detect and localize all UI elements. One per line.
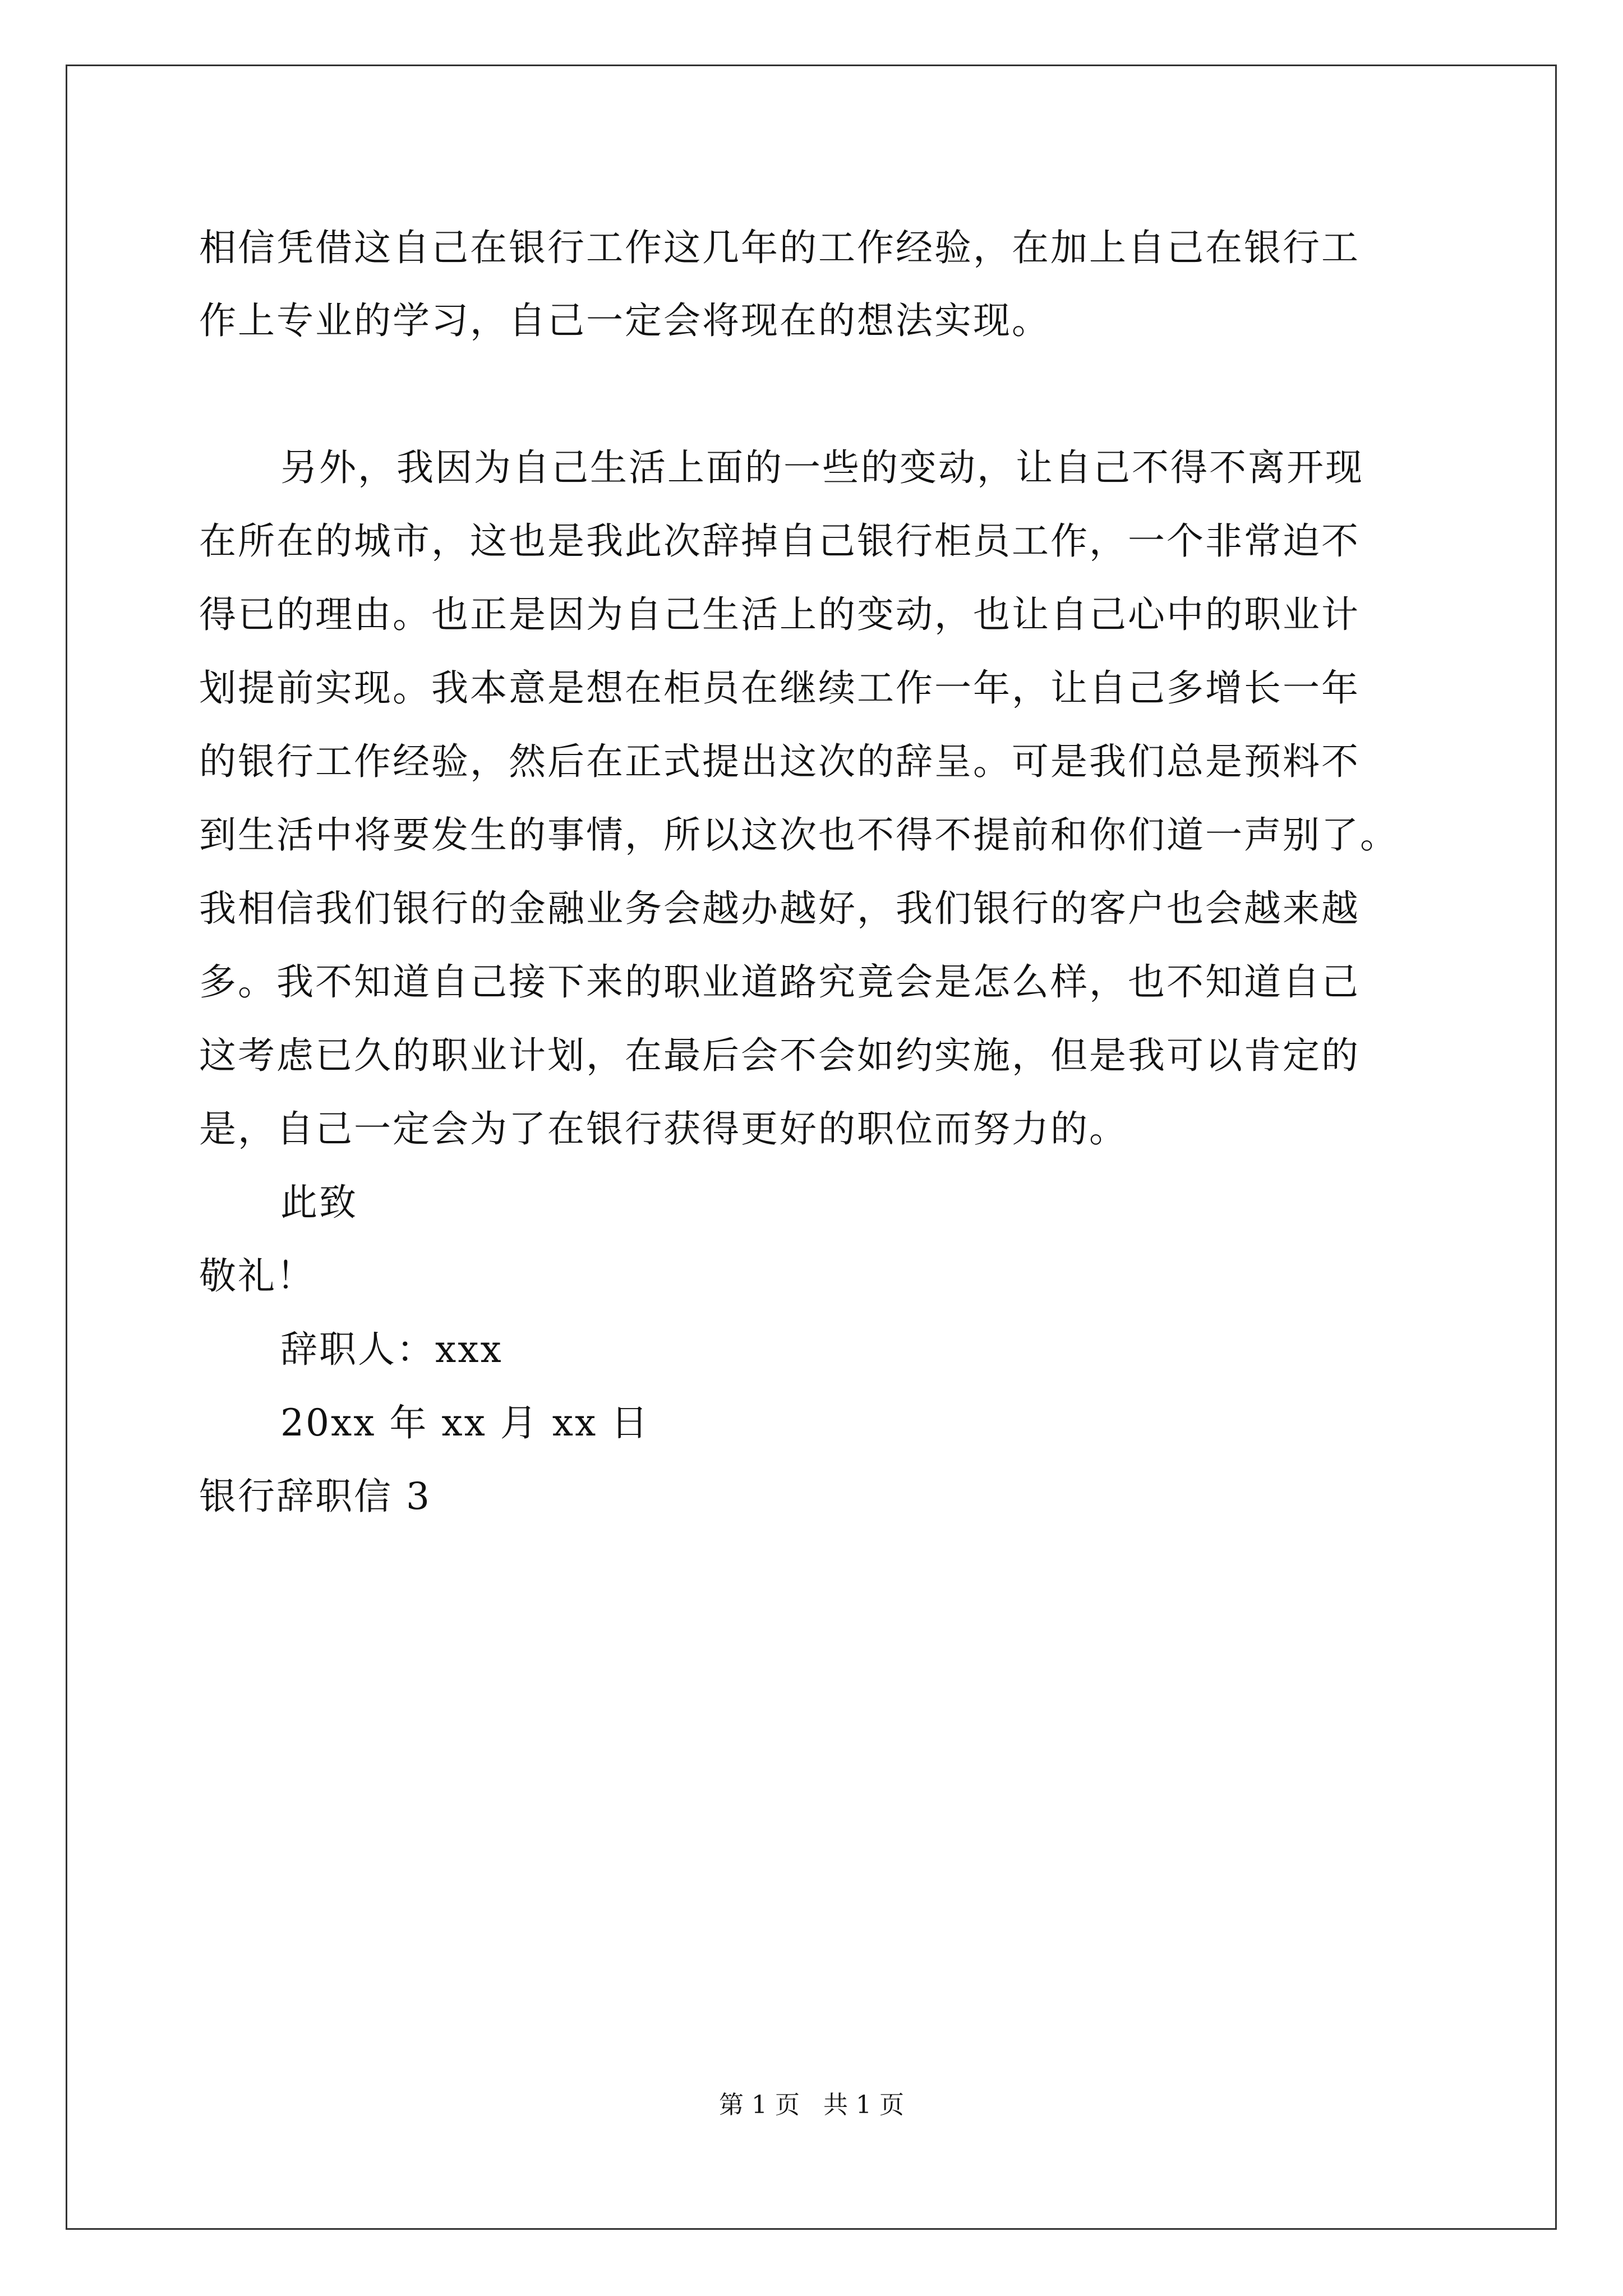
paragraph2-line-2: 在所在的城市，这也是我此次辞掉自己银行柜员工作，一个非常迫不 <box>199 519 1360 563</box>
paragraph1-line-2: 作上专业的学习，自己一定会将现在的想法实现。 <box>199 299 1050 342</box>
paragraph2-line-4: 划提前实现。我本意是想在柜员在继续工作一年，让自己多增长一年 <box>199 666 1360 710</box>
paragraph1-line-1: 相信凭借这自己在银行工作这几年的工作经验，在加上自己在银行工 <box>199 226 1360 269</box>
paragraph2-line-1: 另外，我因为自己生活上面的一些的变动，让自己不得不离开现 <box>280 446 1364 489</box>
paragraph2-line-8: 多。我不知道自己接下来的职业道路究竟会是怎么样，也不知道自己 <box>199 960 1360 1004</box>
paragraph2-line-6: 到生活中将要发生的事情，所以这次也不得不提前和你们道一声别了。 <box>199 813 1399 857</box>
paragraph2-line-10: 是，自己一定会为了在银行获得更好的职位而努力的。 <box>199 1107 1128 1151</box>
paragraph2-line-9: 这考虑已久的职业计划，在最后会不会如约实施，但是我可以肯定的 <box>199 1034 1360 1077</box>
paragraph2-line-7: 我相信我们银行的金融业务会越办越好，我们银行的客户也会越来越 <box>199 887 1360 930</box>
salutation-text: 敬礼！ <box>199 1254 315 1297</box>
closing-text: 此致 <box>280 1181 358 1224</box>
date-line: 20xx 年 xx 月 xx 日 <box>280 1401 650 1444</box>
paragraph2-line-3: 得已的理由。也正是因为自己生活上的变动，也让自己心中的职业计 <box>199 593 1360 636</box>
next-letter-title: 银行辞职信 3 <box>199 1475 431 1518</box>
signature-line: 辞职人：xxx <box>280 1328 503 1371</box>
paragraph2-line-5: 的银行工作经验，然后在正式提出这次的辞呈。可是我们总是预料不 <box>199 740 1360 783</box>
page-footer: 第 1 页 共 1 页 <box>719 2091 904 2119</box>
